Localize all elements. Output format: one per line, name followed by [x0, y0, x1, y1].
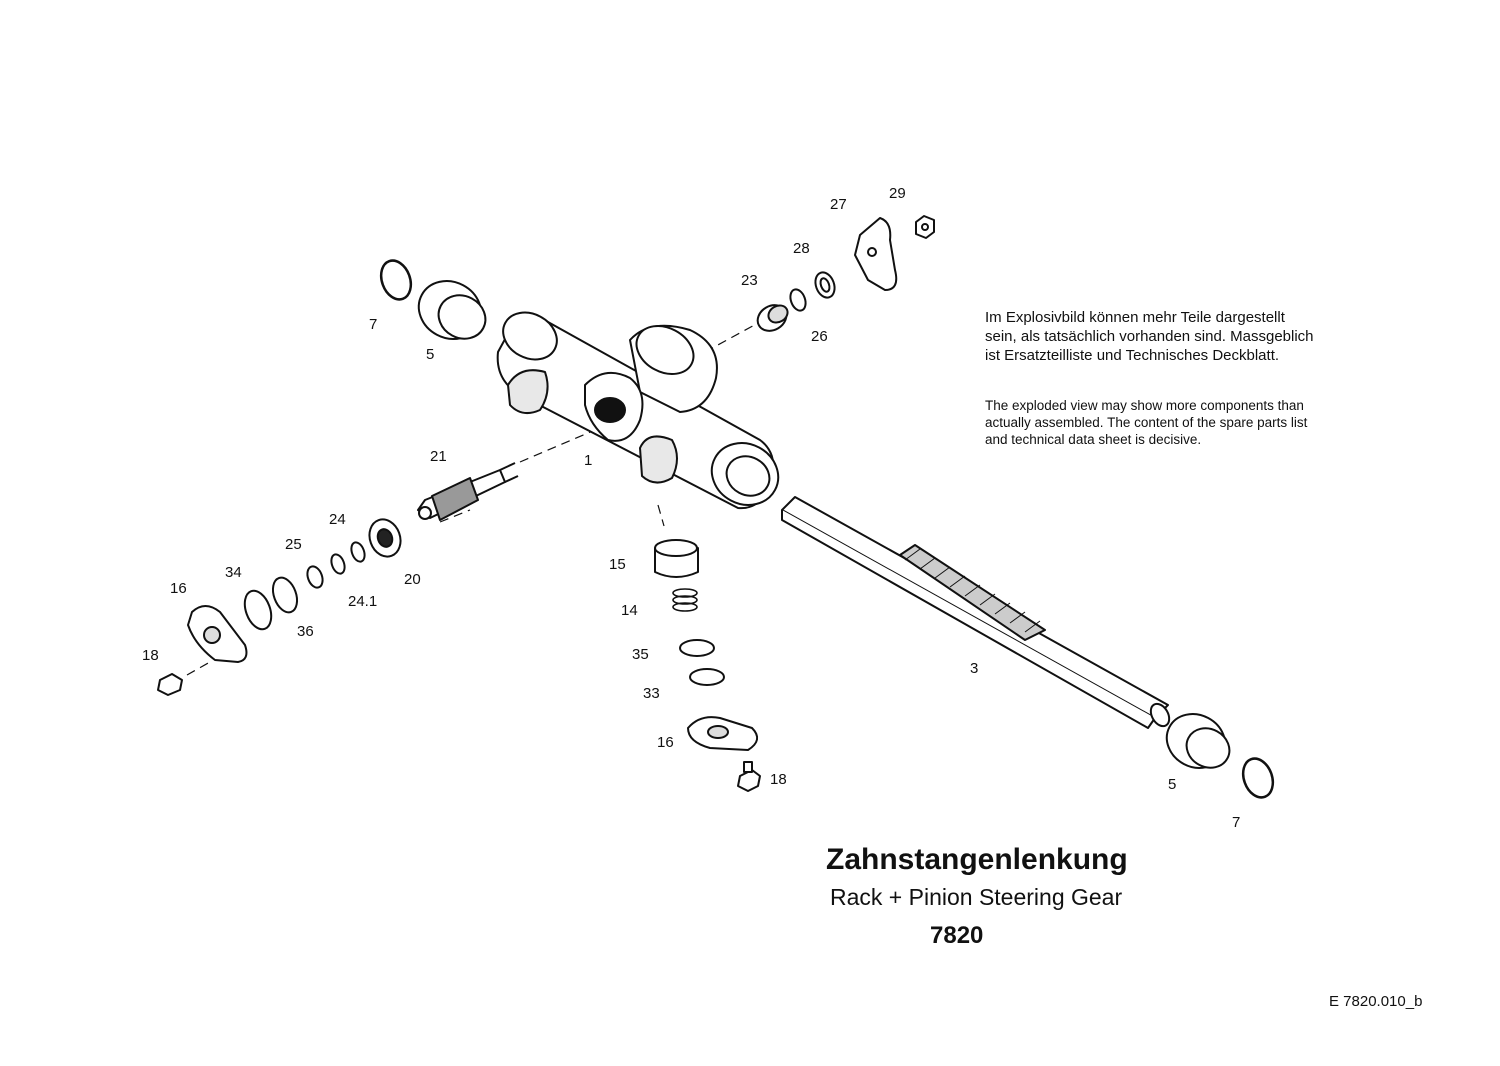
bolt-part-18a — [158, 674, 182, 695]
part-label-29: 29 — [889, 185, 906, 202]
o-ring-part-33 — [690, 669, 724, 685]
part-label-7a: 7 — [369, 316, 378, 333]
part-label-26: 26 — [811, 328, 828, 345]
ring-part-24-1 — [329, 553, 347, 576]
o-ring-part-36 — [269, 574, 302, 615]
note-german: Im Explosivbild können mehr Teile dargestellt sein, als tatsächlich vorhanden sind. Massgeblich ist Ersatzteilliste und Technisches Deckblatt. — [985, 309, 1314, 364]
part-label-14: 14 — [621, 602, 638, 619]
part-label-18a: 18 — [142, 647, 159, 664]
part-label-16a: 16 — [170, 580, 187, 597]
ring-part-24 — [349, 541, 367, 564]
bushing-part-5a — [409, 270, 493, 349]
part-label-5b: 5 — [1168, 776, 1177, 793]
part-label-15: 15 — [609, 556, 626, 573]
ring-part-26 — [788, 287, 809, 312]
part-label-1: 1 — [584, 452, 593, 469]
part-label-3: 3 — [970, 660, 979, 677]
document-reference: E 7820.010_b — [1329, 993, 1423, 1010]
part-label-24: 24 — [329, 511, 346, 528]
note-english: The exploded view may show more components than actually assembled. The content of the spare parts list and technical data sheet is decisive. — [985, 398, 1308, 447]
part-label-18b: 18 — [770, 771, 787, 788]
part-label-16b: 16 — [657, 734, 674, 751]
drawing-title: Zahnstangenlenkung — [826, 843, 1128, 876]
part-label-23: 23 — [741, 272, 758, 289]
o-ring-part-34 — [240, 587, 276, 633]
rack-part-3 — [782, 497, 1173, 729]
part-label-7b: 7 — [1232, 814, 1241, 831]
ring-part-25 — [305, 564, 326, 589]
nut-part-29 — [916, 216, 934, 238]
part-label-28: 28 — [793, 240, 810, 257]
retaining-ring-part-7b — [1238, 754, 1278, 801]
part-label-24-1: 24.1 — [348, 593, 378, 610]
washer-part-28 — [812, 270, 838, 301]
part-label-34: 34 — [225, 564, 242, 581]
part-label-20: 20 — [404, 571, 421, 588]
bearing-part-20 — [364, 515, 405, 561]
bolt-part-18b — [738, 762, 760, 791]
housing-part-1 — [495, 303, 789, 516]
spring-part-14 — [673, 589, 697, 611]
cover-plate-part-16a — [188, 606, 246, 662]
part-label-33: 33 — [643, 685, 660, 702]
bracket-part-27 — [855, 218, 896, 290]
cover-plate-part-16b — [688, 717, 757, 750]
pinion-part-21 — [418, 463, 518, 520]
drawing-code: 7820 — [930, 922, 984, 949]
part-label-35: 35 — [632, 646, 649, 663]
roller-part-23 — [753, 300, 791, 336]
part-label-25: 25 — [285, 536, 302, 553]
part-label-27: 27 — [830, 196, 847, 213]
drawing-subtitle: Rack + Pinion Steering Gear — [830, 884, 1123, 910]
retaining-ring-part-7a — [376, 256, 416, 303]
o-ring-part-35 — [680, 640, 714, 656]
part-label-5a: 5 — [426, 346, 435, 363]
thrust-piece-part-15 — [655, 540, 698, 577]
part-label-21: 21 — [430, 448, 447, 465]
part-label-36: 36 — [297, 623, 314, 640]
